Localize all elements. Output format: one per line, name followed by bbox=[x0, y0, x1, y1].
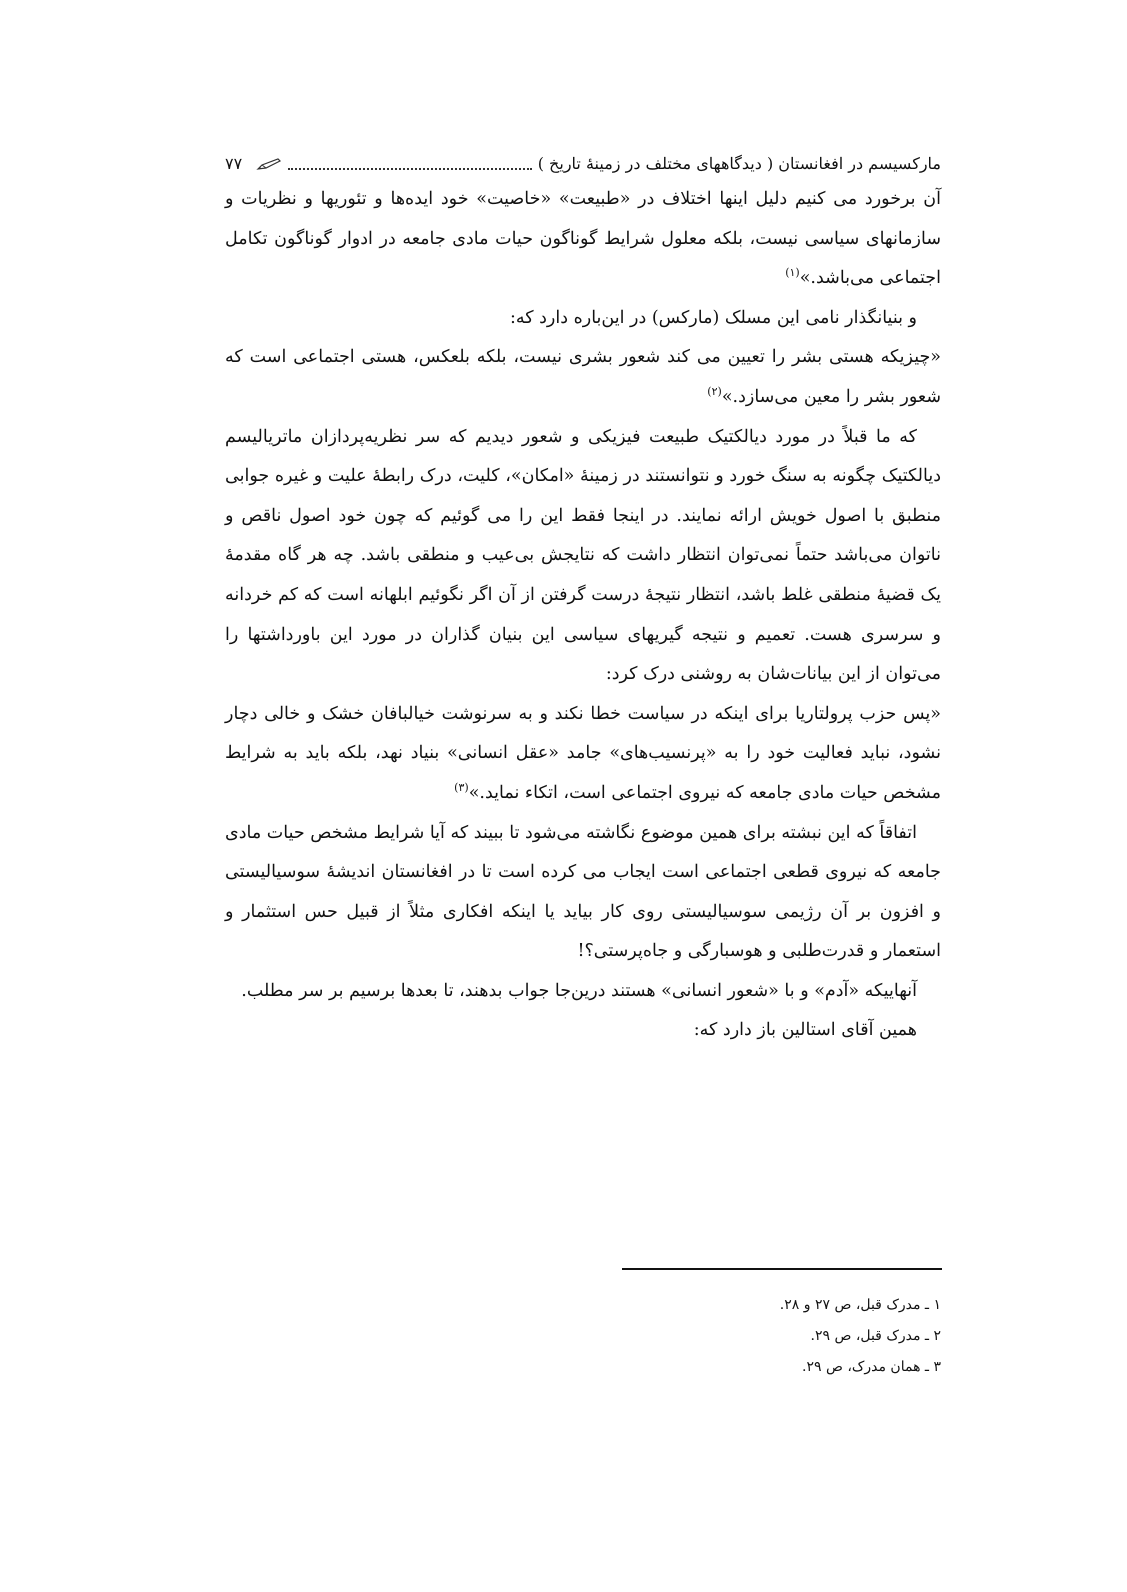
paragraph: اتفاقاً که این نبشته برای همین موضوع نگاشته می‌شود تا ببیند که آیا شرایط مشخص حیات مادی جامعه که نیروی قطعی اجتماعی است ایجاب می کرده است تا در افغانستان اندیشهٔ سوسیالیستی و افزون بر آن رژیمی سوسیالیستی روی کار بیاید یا اینکه افکاری مثلاً از قبیل حس استثمار و استعمار و قدرت‌طلبی و هوسبارگی و جاه‌پرستی؟! bbox=[225, 822, 941, 962]
footnote: ۳ ـ همان مدرک، ص ۲۹. bbox=[802, 1359, 941, 1375]
footnote-marker: (۳) bbox=[454, 781, 469, 795]
header-dot-leader bbox=[288, 168, 532, 170]
paragraph: که ما قبلاً در مورد دیالکتیک طبیعت فیزیکی و شعور دیدیم که سر نظریه‌پردازان ماتریالیسم دیالکتیک چگونه به سنگ خورد و نتوانستند در زمینهٔ «امکان»، کلیت، درک رابطهٔ علیت و غیره جوابی منطبق با اصول خویش ارائه نمایند. در اینجا فقط این را می گوئیم که چون خود اصول ناقص و ناتوان می‌باشد حتماً نمی‌توان انتظار داشت که نتایجش بی‌عیب و منطقی باشد. چه هر گاه مقدمهٔ یک قضیهٔ منطقی غلط باشد، انتظار نتیجهٔ درست گرفتن از آن اگر نگوئیم ابلهانه است که کم خردانه و سرسری هست. تعمیم و نتیجه گیریهای سیاسی این بنیان گذاران در مورد این باورداشتها را می‌توان از این بیانات‌شان به روشنی درک کرد: bbox=[225, 426, 941, 685]
quote-paragraph: «پس حزب پرولتاریا برای اینکه در سیاست خطا نکند و به سرنوشت خیالبافان خشک و خالی دچار نشود، نباید فعالیت خود را به «پرنسیب‌های» جامد «عقل انسانی» بنیاد نهد، بلکه باید به شرایط مشخص حیات مادی جامعه که نیروی اجتماعی است، اتکاء نماید.»$^{(۳)}$ bbox=[225, 703, 941, 803]
body-text bbox=[225, 180, 941, 1051]
pen-icon bbox=[256, 156, 282, 170]
paragraph: آنهاییکه «آدم» و با «شعور انسانی» هستند درین‌جا جواب بدهند، تا بعدها برسیم بر سر مطلب. bbox=[241, 980, 917, 1001]
paragraph: آن برخورد می کنیم دلیل اینها اختلاف در «طبیعت» «خاصیت» خود ایده‌ها و تئوریها و نظریات و سازمانهای سیاسی نیست، بلکه معلول شرایط گوناگون حیات مادی جامعه در ادوار گوناگون تکامل اجتماعی می‌باشد.»$^{(۱)}$ bbox=[225, 189, 941, 289]
quote-paragraph: «چیزیکه هستی بشر را تعیین می کند شعور بشری نیست، بلکه بلعکس، هستی اجتماعی است که شعور بشر را معین می‌سازد.»$^{(۲)}$ bbox=[225, 347, 941, 407]
page-number: ۷۷ bbox=[225, 153, 243, 173]
footnote-divider bbox=[622, 1268, 942, 1270]
footnote-marker: (۲) bbox=[707, 385, 722, 399]
footnotes bbox=[600, 1290, 941, 1383]
paragraph: همین آقای استالین باز دارد که: bbox=[693, 1020, 917, 1041]
footnote: ۲ ـ مدرک قبل، ص ۲۹. bbox=[810, 1328, 941, 1344]
running-title: مارکسیسم در افغانستان ( دیدگاههای مختلف در زمینهٔ تاریخ ) bbox=[537, 153, 941, 173]
footnote: ۱ ـ مدرک قبل، ص ۲۷ و ۲۸. bbox=[779, 1297, 941, 1313]
footnote-marker: (۱) bbox=[785, 266, 800, 280]
running-header bbox=[225, 150, 941, 176]
paragraph: و بنیانگذار نامی این مسلک (مارکس) در این‌باره دارد که: bbox=[509, 307, 917, 328]
